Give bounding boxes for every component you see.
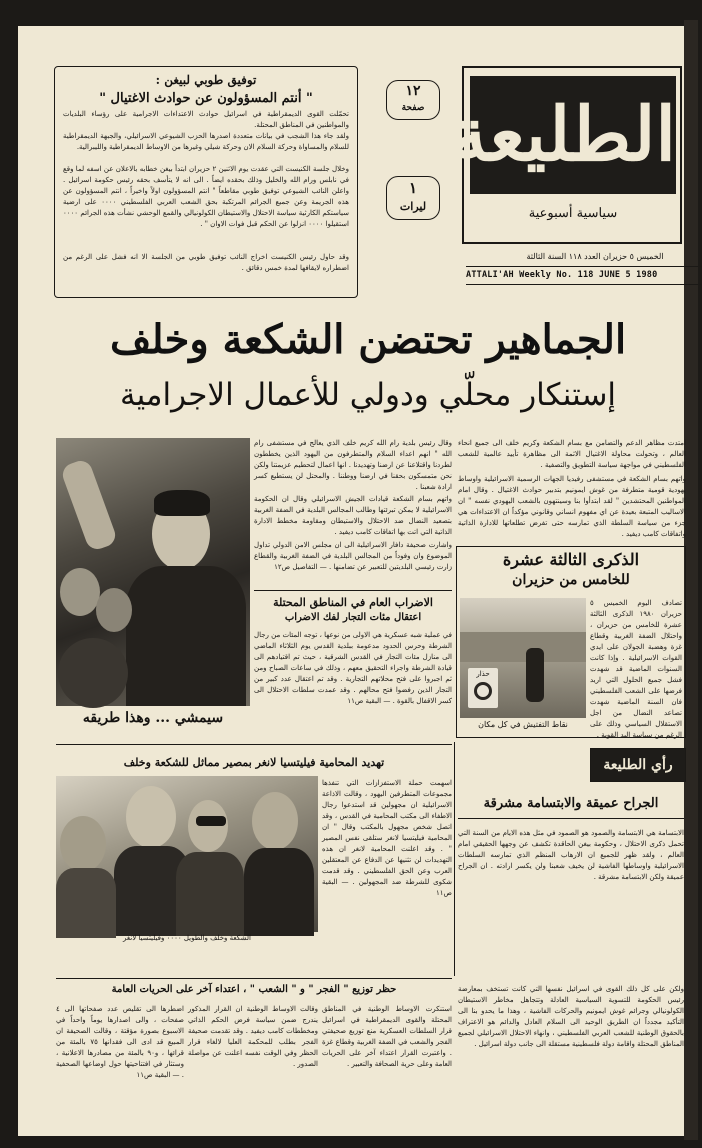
date-rule-top [466, 266, 702, 267]
editorial-para2: ولكن على كل ذلك القوى في اسرائيل نفسها التي كانت تستخف بمعارضة رئيس الحكومة للتسوية السياسية العادلة وتتجاهل مخاطر الاستيطان الكولونيالي وجرائم غوش ايمونيم والحركات الفاشية ، وهذا ما يحدو بنا الى التأكيد مجدداً ان الطريق الوحيد الى السلام العادل والدائم هو الاعتراف بالحقوق الوطنية للشعب العربي الفلسطيني ، وانهاء الاحتلال الاسرائيلي لجميع المناطق المحتلة واقامة دولة فلسطينية مستقلة الى جانب دولة اسرائيل . [458, 985, 684, 1048]
price-label: ليرات [399, 200, 427, 213]
felicia-top-rule [56, 744, 452, 745]
strike-body: في عملية شبه عسكرية هي الاولى من نوعها ، توجه المئات من رجال الشرطة وحرس الحدود مدعومة ببلدية القدس يوم الثلاثاء الماضي الى منازل مئات التجار في القدس الشرقية ، حيث تم اقتيادهم الى قيادة الشرطة واجراء التحقيق معهم ، وذلك في ساعات الصباح ومن ثم اجبروا على فتح محلاتهم التجارية . وقد تم اعتقال عدد كبير من التجار الذين رفضوا فتح محالهم . وقد عمدت سلطات الاحتلال الى كسر الاقفال بالقوة . — البقية ص١١ [254, 631, 452, 705]
toufic-para3: وخلال جلسة الكنيست التي عقدت يوم الاثنين ٢ حزيران ابتدأ بيغن خطابه بالاعلان عن اسفه لما وقع في نابلس ورام الله والخليل وذلك بحقده ايضاً . الى انه لا يتأسف بحقه رئيس حكومة اسرائيل . واعلن النائب الشيوعي توفيق طوبي مقاطعاً " انتم المسؤولون اولاً واخيراً ، انتم المسؤولون عن هذه الجريمة وعن جميع الجرائم المرتكبة بحق الشعب العربي الفلسطيني ٠٠٠٠ على ارضية سياستكم الكارثية سياسة الاحتلال والاستيطان الكولونيالي والقمع الوحشي نشأت هذه الجرائم ٠٠٠٠ استقيلوا ٠٠٠٠ انزلوا عن الحكم قبل فوات الاوان " . [63, 165, 349, 228]
editorial-title: الجراح عميقة والابتسامة مشرقة [483, 796, 659, 811]
pages-number: ١٢ [405, 83, 421, 99]
ban-top-rule [56, 978, 452, 979]
intro-para2: واتهم بسام الشكعة في مستشفى رفيديا الجهات الرسمية الاسرائيلية واوساط يهودية قومية متطرفة من غوش ايمونيم بتدبير حوادث الاغتيال . وقال امام المواطنين المحتشدين " لقد ابتدأوا بنا وسينتهون بالشعب اليهودي نفسه " ان الاساليب المتبعة بعيدة عن اي مفهوم انساني وقانوني مؤكداً ان الاعتداءات هي جزء من سياسة السلطة الذي تمارسه حتى تفرض تطلعاتها للادارة الذاتية واتفاقات كامب ديفيد . [458, 475, 686, 538]
editorial-section-text: رأي الطليعة [603, 757, 673, 773]
center-para2: واتهم بسام الشكعة قيادات الجيش الاسرائيلي وقال ان الحكومة الاسرائيلية لا يمكن تبرئتها وطالب المجالس البلدية في الضفة الغربية بتصعيد النضال ضد الاحتلال والاستيطان ومقاومة مخطط الادارة الذاتية التي اتت بها اتفاقات كامب ديفيد . [254, 495, 452, 536]
anniversary-subtitle: للخامس من حزيران [512, 572, 630, 588]
main-headline: الجماهير تحتضن الشكعة وخلف [109, 316, 627, 363]
masthead-subtitle: سياسية أسبوعية [528, 206, 618, 221]
felicia-body: اسهمت حملة الاستفزازات التي تنفذها مجموعات المتطرفين اليهود ، وقالت الاذاعة الاسرائيلية ان مجهولين قد استدعوا رجال الاطفاء الى مكتب المحامية في القدس ، وقد اتصل شخص مجهول بالمكتب وقال " ان المحامية فيليتسيا لانغر ستلقى نفس المصير " . وقد اعلنت المحامية لانغر ان هذه التهديدات لن تثنيها عن الدفاع عن المعتقلين العرب وعن الحق الفلسطيني . وقد قدمت شكوى للشرطة ضد المجهولين . — البقية ص١١ [322, 779, 452, 897]
toufic-box [54, 66, 358, 298]
price-badge [386, 176, 440, 220]
newspaper-page [18, 26, 684, 1136]
editorial-title-rule [458, 818, 684, 819]
editorial-section-label [590, 748, 686, 782]
checkpoint-caption: نقاط التفتيش في كل مكان [478, 720, 568, 729]
checkpoint-sign-text: حذار [476, 670, 490, 678]
editorial-para1: الابتسامة هي الابتسامة والصمود هو الصمود في مثل هذه الايام من السنة التي تحمل ذكرى الاحتلال ، وحكومة بيغن الحاقدة تكشف عن وجهها الحقيقي امام العالم ، ولقد ظهر للجميع ان الارهاب المنظم الذي تمارسه السلطات الاسرائيلية واوساطها الفاشية لن يخيف شعبنا ولن يكسر ارادته . ان الجراح عميقة ولكن الابتسامة مشرقة . [458, 829, 684, 881]
ban-col2: وقالت الاوساط الوطنية ان القرار المذكور يندرج ضمن سياسة فرض الحكم الذاتي ومخططات كامب ديفيد . وقد تقدمت صحيفة الفجر بطلب للمحكمة العليا لالغاء قرار الحظر وفي الوقت نفسه اعلنت عن مواصلة الصدور . [188, 1005, 318, 1068]
strike-subtitle: اعتقال مئات التجار لفك الاضراب [284, 612, 422, 623]
sub-headline: إستنكار محلّي ودولي للأعمال الاجرامية [119, 377, 617, 413]
toufic-kicker: توفيق طوبي لبيغن : [155, 73, 257, 87]
felicia-title: تهديد المحامية فيليتسيا لانغر بمصير مماثل للشكعة وخلف [123, 756, 385, 769]
toufic-para4: وقد حاول رئيس الكنيست اخراج النائب توفيق طوبي من الجلسة الا انه فشل على الرغم من اضطراره لايقافها لمدة خمس دقائق . [63, 253, 349, 272]
pages-badge [386, 80, 440, 120]
toufic-para1: تحمّلت القوى الديمقراطية في اسرائيل حوادث الاعتداءات الاجرامية على رؤساء البلديات والمواطنين في المناطق المحتلة. [63, 110, 349, 129]
price-number: ١ [408, 179, 418, 197]
toufic-para2: ولقد جاء هذا الشجب في بيانات متعددة اصدرها الحزب الشيوعي الاسرائيلي، والجبهة الديمقراطية للسلام والمساواة وحركة السلام الان وحركة شيلي وغيرها من الاوساط الديمقراطية والليبرالية. [63, 132, 349, 151]
date-rule-bottom [466, 284, 702, 285]
crowd-photo-caption: سيمشي ... وهذا طريقه [82, 710, 224, 726]
masthead [449, 66, 682, 244]
ban-title: حظر توزيع " الفجر " و " الشعب " ، اعتداء آخر على الحريات العامة [111, 984, 397, 995]
intro-para1: امتدت مظاهر الدعم والتضامن مع بسام الشكعة وكريم خلف الى جميع انحاء العالم ، وتحولت محاولة الاغتيال الاثمة الى مظاهرة تأييد عالمية للشعب الفلسطيني في مواجهة سياسة التطويق والتصفية . [458, 439, 686, 469]
toufic-title: " أنتم المسؤولون عن حوادث الاغتيال " [99, 91, 313, 106]
pages-label: صفحة [401, 103, 425, 113]
center-para1: وقال رئيس بلدية رام الله كريم خلف الذي يعالج في مستشفى رام الله " انهم اعداء السلام والمتطرفون من اليهود الذين يخططون لطردنا واقتلاعنا عن ارضنا وتهديدنا . انها اعمال لتحطيم عزيمتنا ولكن نحن متمسكون بحقنا في ارضنا ووطننا . والمحتل لن يستطيع كسر ارادة شعبنا . [254, 439, 452, 491]
strike-title: الاضراب العام في المناطق المحتلة [273, 596, 433, 609]
mayors-photo-caption: الشكعة وخلف والطويل ٠٠٠٠ وفيليتسيا لانغر [123, 934, 251, 942]
ban-col3: اضطرها الى تقليص عدد صفحاتها الى ٤ صفحات ، والى اصدارها يوماً واحداً في الاسبوع بصورة مؤقتة ، وقالت الصحيفة ان المبيع قد ادى الى فقدانها ٧٥ بالمئة من قرائها ، و٩٠ بالمئة من مصادرها الاعلانية ، وستثار في افتتاحيتها حول اوضاعها الصحفية . — البقية ص١١ [56, 1005, 184, 1079]
editorial-side-rule [454, 742, 455, 976]
issue-date-english: ATTALI'AH Weekly No. 118 JUNE 5 1980 [466, 270, 658, 280]
ban-col1: استنكرت الاوساط الوطنية في المناطق المحتلة والقوى الديمقراطية في اسرائيل قرار السلطات العسكرية منع توزيع صحيفتي الفجر والشعب في الضفة الغربية وقطاع غزة . واعتبرت القرار اعتداء آخر على الحريات العامة وعلى حرية الصحافة والتعبير . [322, 1005, 452, 1068]
masthead-title: الطليعة [470, 76, 676, 194]
anniversary-title: الذكرى الثالثة عشرة [502, 550, 640, 569]
issue-date-arabic: الخميس ٥ حزيران العدد ١١٨ السنة الثالثة [526, 252, 664, 261]
strike-top-rule [254, 590, 452, 591]
page-edge [684, 20, 698, 1140]
crowd-photo [56, 438, 250, 706]
center-para3: واشارت صحيفة دافار الاسرائيلية الى ان مجلس الامن الدولي تداول الموضوع وان وفوداً من المجالس البلدية في الضفة الغربية والقطاع زارت رئيسي البلديتين للتعبير عن تضامنها . — التفاصيل ص١٢ [254, 541, 452, 571]
checkpoint-photo [460, 598, 586, 718]
mayors-photo [56, 776, 318, 932]
anniversary-body: تصادف اليوم الخميس ٥ حزيران ١٩٨٠ الذكرى الثالثة عشرة للخامس من حزيران ، واحتلال الضفة الغربية وقطاع غزة وهضبة الجولان على ايدي القوات الاسرائيلية . وإذا كانت السنوات الماضية قد شهدت فشل جميع الحلول التي اريد فرضها على الشعب الفلسطيني فان السنة الماضية شهدت تصاعد النضال من اجل الاستقلال السياسي وذلك على الرغم من سياسة اليد القوية . [590, 599, 683, 739]
